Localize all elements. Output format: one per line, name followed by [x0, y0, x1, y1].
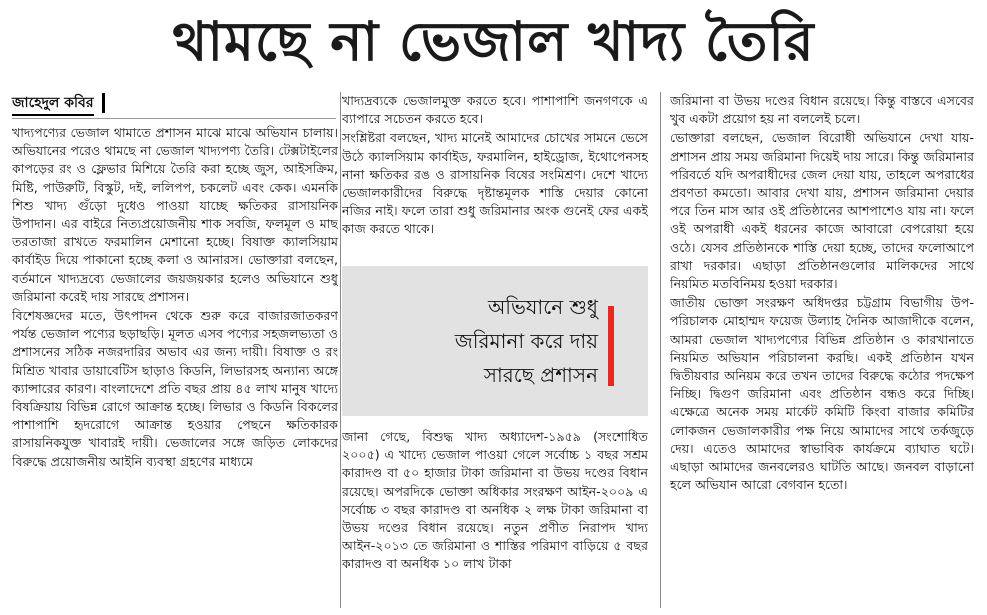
column-2-paragraph-1: খাদ্যদ্রব্যকে ভেজালমুক্ত করতে হবে। পাশাপাশি জনগণকে এ ব্যাপারে সচেতন করতে হবে।: [342, 93, 648, 127]
pull-quote-accent-bar: [608, 306, 614, 386]
column-1-paragraph-1: খাদ্যপণ্যের ভেজাল থামাতে প্রশাসন মাঝে মাঝে অভিযান চালায়। অভিযানের পরেও থামছে না ভেজাল খাদ্যপণ্য তৈরি। টেক্সটাইলের কাপড়ের রং ও ফ্লেভার মিশিয়ে তৈরি করা হচ্ছে জুস, আইসক্রিম, মিষ্টি, পাউরুটি, বিস্কুট, দই, ললিপপ, চকলেট এবং কেক। এমনকি শিশু খাদ্য গুঁড়ো দুধেও পাওয়া যাচ্ছে ক্ষতিকর রাসায়নিক উপাদান। এর বাইরে নিত্যপ্রয়োজনীয় শাক সবজি, ফলমূল ও মাছ তরতাজা রাখতে ফরমালিন মেশানো হচ্ছে। বিষাক্ত ক্যালসিয়াম কার্বাইড দিয়ে পাকানো হচ্ছে কলা ও আনারস। ভোক্তারা বলছেন, বর্তমানে খাদ্যদ্রব্যে ভেজালের জয়জয়কার হলেও অভিযানে শুধু জরিমানা করেই দায় সারছে প্রশাসন।: [12, 125, 338, 304]
column-2-bottom: [342, 428, 648, 610]
column-1-paragraph-2: বিশেষজ্ঞদের মতে, উৎপাদন থেকে শুরু করে বাজারজাতকরণ পর্যন্ত ভেজাল পণ্যের ছড়াছড়ি। মূলত এসব পণ্যের সহজলভ্যতা ও প্রশাসনের সঠিক নজরদারির অভাব এর জন্য দায়ী। বিষাক্ত ও রং মিশ্রিত খাবার ডায়াবেটিস ছাড়াও কিডনি, লিভারসহ অন্যান্য অঙ্গে ক্যান্সারের কারণ। বাংলাদেশে প্রতি বছর প্রায় ৪৫ লাখ মানুষ খাদ্যে বিষক্রিয়ায় বিভিন্ন রোগে আক্রান্ত হচ্ছে। লিভার ও কিডনি বিকলের পাশাপাশি হৃদরোগে আক্রান্ত হওয়ার পেছনে ক্ষতিকারক রাসায়নিকযুক্ত খাবারই দায়ী। ভেজালের সঙ্গে জড়িত লোকদের বিরুদ্ধে প্রয়োজনীয় আইনি ব্যবস্থা গ্রহণের মাধ্যমে: [12, 308, 338, 469]
pull-quote-box: [342, 266, 648, 416]
column-3: [670, 92, 974, 610]
column-divider-1: [340, 92, 341, 608]
column-3-paragraph-3: জাতীয় ভোক্তা সংরক্ষণ অধিদপ্তর চট্টগ্রাম বিভাগীয় উপ-পরিচালক মোহাম্মদ ফয়েজ উল্যাহ দৈনিক আজাদীকে বলেন, আমরা ভেজাল খাদ্যপণ্যের বিভিন্ন প্রতিষ্ঠান ও কারখানাতে নিয়মিত অভিযান পরিচালনা করছি। একই প্রতিষ্ঠান যখন দ্বিতীয়বার অনিয়ম করে তখন তাদের বিরুদ্ধে কঠোর পদক্ষেপ নিচ্ছি। দ্বিগুণ জরিমানা এবং প্রতিষ্ঠান বন্ধও করে দিচ্ছি। এক্ষেত্রে অনেক সময় মার্কেট কমিটি কিংবা বাজার কমিটির লোকজন ভেজালকারীর পক্ষ নিয়ে আমাদের সাথে তর্কজুড়ে দেয়। এতেও আমাদের স্বাভাবিক কার্যক্রমে ব্যাঘাত ঘটে। এছাড়া আমাদের জনবলেরও ঘাটতি আছে। জনবল বাড়ানো হলে অভিযান আরো বেগবান হতো।: [670, 295, 974, 493]
byline-rule: [12, 118, 336, 119]
column-2-paragraph-3: জানা গেছে, বিশুদ্ধ খাদ্য অধ্যাদেশ-১৯৫৯ (সংশোধিত ২০০৫) এ খাদ্যে ভেজাল পাওয়া গেলে সর্বোচ্চ ১ বছর সশ্রম কারাদণ্ড বা ৫০ হাজার টাকা জরিমানা বা উভয় দণ্ডের বিধান রয়েছে। অপরদিকে ভোক্তা অধিকার সংরক্ষণ আইন-২০০৯ এ সর্বোচ্চ ৩ বছর কারাদণ্ড বা অনধিক ২ লক্ষ টাকা জরিমানা বা উভয় দণ্ডের বিধান রয়েছে। নতুন প্রণীত নিরাপদ খাদ্য আইন-২০১৩ তে জরিমানা ও শাস্তির পরিমাণ বাড়িয়ে ৫ বছর কারাদণ্ড বা অনধিক ১০ লাখ টাকা: [342, 429, 648, 572]
column-1: [12, 124, 338, 610]
pull-quote-line-2: জরিমানা করে দায়: [454, 329, 598, 353]
pull-quote-text: [362, 290, 598, 392]
column-2-top: [342, 92, 648, 250]
byline: জাহেদুল কবির: [12, 94, 94, 116]
headline: থামছে না ভেজাল খাদ্য তৈরি: [172, 10, 815, 73]
column-3-paragraph-1: জরিমানা বা উভয় দণ্ডের বিধান রয়েছে। কিন্তু বাস্তবে এসবের খুব একটা প্রয়োগ হয় না বললেই চলে।: [670, 93, 974, 127]
column-2-paragraph-2: সংশ্লিষ্টরা বলছেন, খাদ্য মানেই আমাদের চোখের সামনে ভেসে উঠে ক্যালসিয়াম কার্বাইড, ফরমালিন, হাইড্রোজ, ইথোপেনসহ নানা ক্ষতিকর রঙ ও রাসায়নিক বিষের সংমিশ্রণ। দেশে খাদ্যে ভেজালকারীদের বিরুদ্ধে দৃষ্টান্তমূলক শাস্তি দেয়ার কোনো নজির নাই। ফলে তারা শুধু জরিমানার অংক গুনেই ফের একই কাজ করতে থাকে।: [342, 130, 648, 237]
column-3-paragraph-2: ভোক্তারা বলছেন, ভেজাল বিরোধী অভিযানে দেখা যায়-প্রশাসন প্রায় সময় জরিমানা দিয়েই দায় সারে। কিন্তু জরিমানার পরিবর্তে যদি অপরাধীদের জেল দেয়া যায়, তাহলে অপরাধের প্রবণতা কমতো। আবার দেখা যায়, প্রশাসন জরিমানা দেয়ার পরে তিন মাস আর ওই প্রতিষ্ঠানের আশপাশেও যায় না। ফলে ওই অপরাধী একই ধরনের কাজে আবারো বেপরোয়া হয়ে ওঠে। যেসব প্রতিষ্ঠানকে শাস্তি দেয়া হচ্ছে, তাদের ফলোআপে রাখা দরকার। এছাড়া প্রতিষ্ঠানগুলোর মালিকদের সাথে নিয়মিত মতবিনিময় হওয়া দরকার।: [670, 130, 974, 292]
column-divider-2: [660, 92, 661, 608]
byline-marker: [102, 93, 105, 113]
pull-quote-line-1: অভিযানে শুধু: [487, 295, 598, 319]
pull-quote-line-3: সারছে প্রশাসন: [483, 363, 598, 387]
